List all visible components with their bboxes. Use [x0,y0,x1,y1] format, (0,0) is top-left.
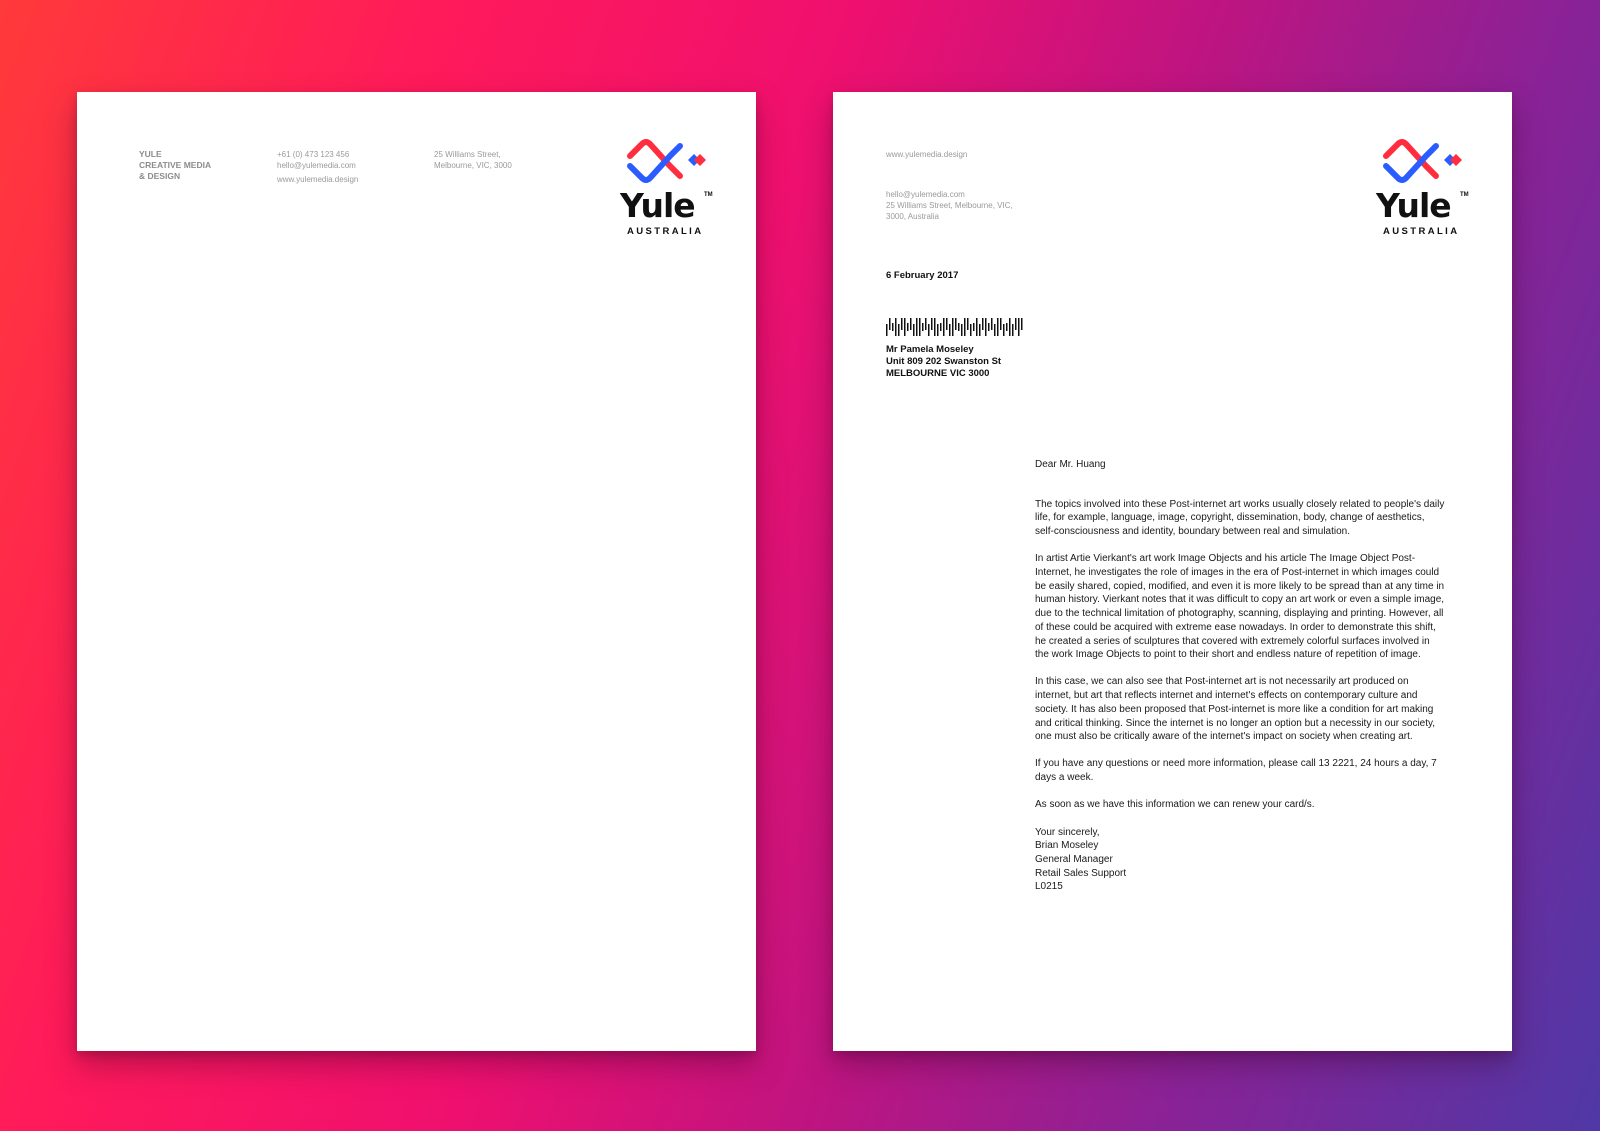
barcode-bar [982,318,984,330]
signature-block [1035,826,1445,895]
barcode-bar [937,324,939,336]
logo-wordmark: Yule [1376,186,1451,225]
paragraph: The topics involved into these Post-internet art works usually closely related to people's daily life, for example, language, image, copyright, dissemination, body, change of aesthetics, self-consciousness and identity, boundary between real and simulation. [1035,498,1445,538]
barcode-bar [949,324,951,336]
trademark-symbol: TM [704,192,713,198]
contact-block: hello@yulemedia.com 25 Williams Street, Melbourne, VIC, 3000, Australia [886,190,1013,221]
signer-title: General Manager [1035,853,1113,865]
barcode-bar [1003,324,1005,336]
website: www.yulemedia.design [886,150,968,159]
barcode-bar [904,318,906,336]
barcode-bar [1006,323,1008,331]
barcode-bar [1009,318,1011,336]
barcode-bar [943,318,945,336]
barcode-bar [1015,318,1017,330]
phone-number: +61 (0) 473 123 456 [277,150,350,159]
barcode-bar [892,323,894,331]
barcode-bar [991,318,993,330]
barcode-bar [901,318,903,330]
barcode-bar [961,324,963,336]
letter-body [1035,458,1445,894]
barcode-bar [919,318,921,336]
paragraph: In artist Artie Vierkant's art work Image Objects and his article The Image Object Post-Internet, he investigates the role of images in the era of Post-internet in which images could be easily shared, copied, modified, and even it is more likely to be spread than at any time in human history. Vierkant notes that it was difficult to copy an art work or even a simple image, due to the technical limitation of photography, scanning, displaying and printing. However, all of these could be acquired with extreme ease nowadays. In order to demonstrate this shift, he created a series of sculptures that covered with extremely colorful surfaces involved in the work Image Objects to point to their short and endless nature of repetition of image. [1035,553,1445,661]
recipient-address [886,344,1001,380]
barcode-bar [928,324,930,336]
yule-logo [620,138,716,242]
barcode-bar [934,318,936,336]
signer-name: Brian Moseley [1035,840,1099,852]
barcode-bar [985,318,987,336]
barcode-bar [1000,318,1002,330]
barcode-bar [979,324,981,336]
yule-logo [1376,138,1472,242]
barcode-bar [1012,324,1014,336]
recipient-street: Unit 809 202 Swanston St [886,356,1002,367]
logo-subtitle: AUSTRALIA [1383,226,1460,237]
email-address: hello@yulemedia.com [277,161,356,170]
contact-block [277,149,358,185]
barcode-bar [910,318,912,330]
logo-subtitle: AUSTRALIA [627,226,704,237]
salutation: Dear Mr. Huang [1035,459,1106,470]
barcode-bar [1018,318,1020,336]
barcode-bar [931,318,933,330]
recipient-name: Mr Pamela Moseley [886,344,974,355]
fish-mark-icon [624,138,708,188]
recipient-city: MELBOURNE VIC 3000 [886,368,990,379]
barcode-bar [898,324,900,336]
barcode-bar [895,318,897,336]
barcode-bar [973,323,975,331]
paragraph: As soon as we have this information we can renew your card/s. [1035,799,1315,811]
barcode-bar [946,318,948,330]
barcode-bar [913,324,915,336]
letter-page [833,92,1512,1051]
barcode-bar [955,318,957,330]
barcode-bar [925,318,927,330]
barcode-bar [907,323,909,331]
barcode-bar [958,323,960,331]
letter-date: 6 February 2017 [886,270,959,281]
barcode-bar [964,318,966,336]
fish-mark-icon [1380,138,1464,188]
reference-code: L0215 [1035,881,1063,893]
barcode-bar [889,318,891,330]
barcode-bar [916,318,918,336]
barcode-bar [988,323,990,331]
closing: Your sincerely, [1035,826,1100,838]
barcode-bar [886,324,888,336]
paragraph: If you have any questions or need more information, please call 13 2221, 24 hours a day, 7 days a week. [1035,758,1437,784]
barcode-bar [976,318,978,336]
barcode-bar [952,318,954,336]
barcode-bar [922,323,924,331]
barcode-bar [1021,318,1023,330]
barcode-bar [940,323,942,331]
logo-wordmark: Yule [620,186,695,225]
postal-barcode-icon [886,318,1024,336]
paragraph: In this case, we can also see that Post-internet art is not necessarily art produced on internet, but art that reflects internet and internet's effects on contemporary culture and society. It has also been proposed that Post-internet is more like a condition for art making and critical thinking. Since the internet is no longer an option but a necessity in our society, one must also be critically aware of the internet's impact on society when creating art. [1035,676,1436,743]
barcode-bar [997,318,999,336]
barcode-bar [994,324,996,336]
company-name: YULE CREATIVE MEDIA & DESIGN [139,149,212,181]
barcode-bar [967,318,969,330]
barcode-bar [970,324,972,336]
signer-department: Retail Sales Support [1035,867,1127,879]
street-address: 25 Williams Street, Melbourne, VIC, 3000 [434,150,512,170]
trademark-symbol: TM [1460,192,1469,198]
website: www.yulemedia.design [277,175,359,184]
blank-letterhead [77,92,756,1051]
